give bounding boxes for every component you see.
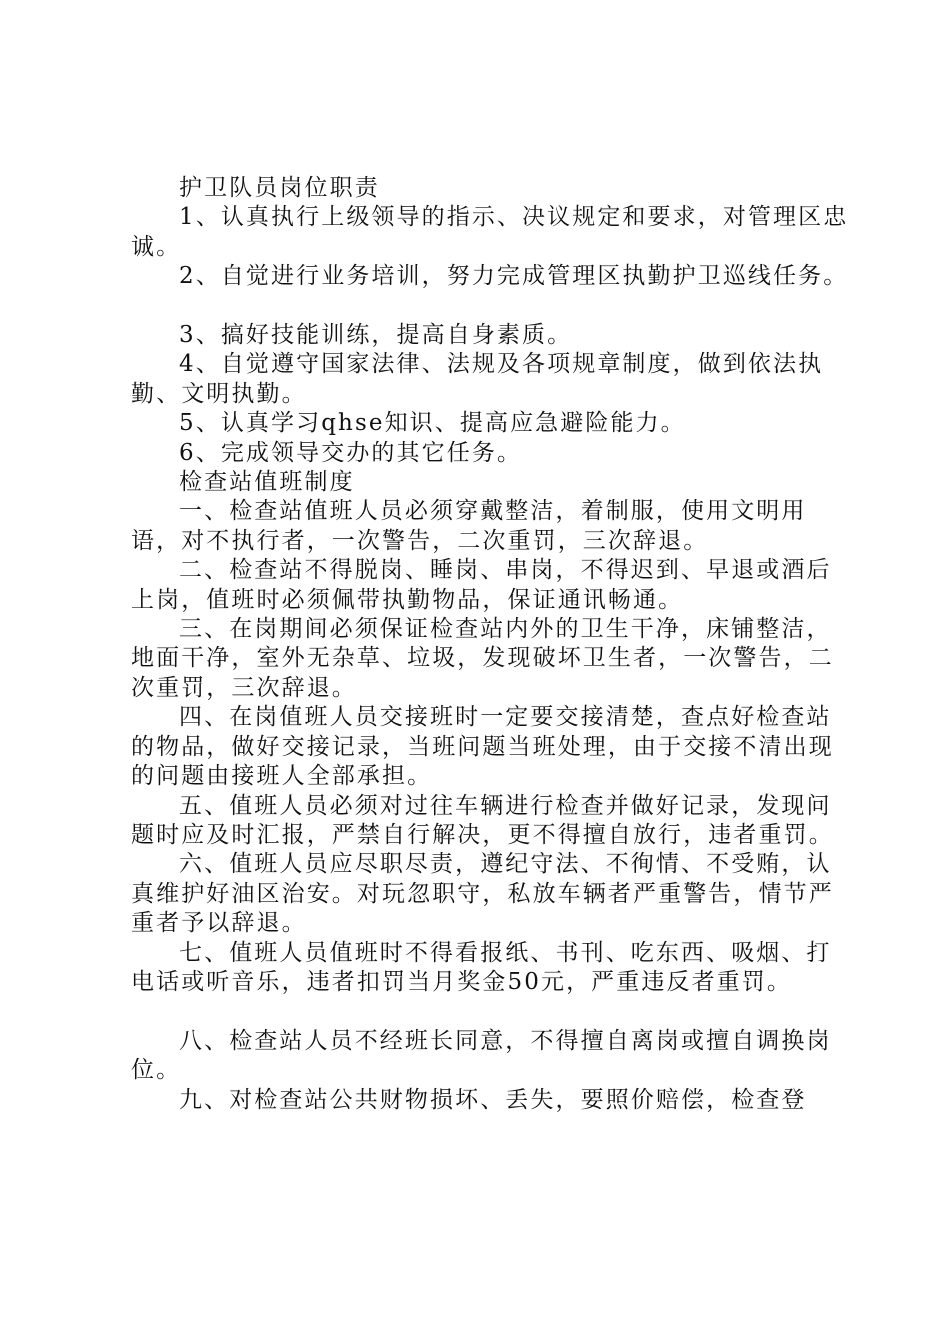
paragraph-rule-3: 三、在岗期间必须保证检查站内外的卫生干净，床铺整洁，地面干净，室外无杂草、垃圾，发现破坏卫生者，一次警告，二次重罚，三次辞退。 — [131, 616, 834, 701]
paragraph-rule-7: 七、值班人员值班时不得看报纸、书刊、吃东西、吸烟、打电话或听音乐，违者扣罚当月奖金50元，严重违反者重罚。 — [131, 939, 832, 995]
paragraph-rule-1: 一、检查站值班人员必须穿戴整洁，着制服，使用文明用语，对不执行者，一次警告，二次重罚，三次辞退。 — [131, 498, 807, 554]
paragraph-duty-4: 4、自觉遵守国家法律、法规及各项规章制度，做到依法执勤、文明执勤。 — [131, 351, 824, 407]
section-title-guard-duties: 护卫队员岗位职责 — [179, 175, 380, 201]
paragraph-rule-6: 六、值班人员应尽职尽责，遵纪守法、不徇情、不受贿，认真维护好油区治安。对玩忽职守，私放车辆者严重警告，情节严重者予以辞退。 — [131, 851, 834, 937]
paragraph-rule-2: 二、检查站不得脱岗、睡岗、串岗，不得迟到、早退或酒后上岗，值班时必须佩带执勤物品，保证通讯畅通。 — [131, 557, 832, 613]
section-title-checkpoint-rules: 检查站值班制度 — [179, 469, 355, 496]
paragraph-duty-2: 2、自觉进行业务培训，努力完成管理区执勤护卫巡线任务。 — [179, 263, 849, 290]
paragraph-rule-4: 四、在岗值班人员交接班时一定要交接清楚，查点好检查站的物品，做好交接记录，当班问题当班处理，由于交接不清出现的问题由接班人全部承担。 — [131, 704, 834, 790]
paragraph-duty-3: 3、搞好技能训练，提高自身素质。 — [179, 322, 573, 349]
paragraph-duty-1: 1、认真执行上级领导的指示、决议规定和要求，对管理区忠诚。 — [131, 204, 849, 260]
paragraph-duty-5: 5、认真学习qhse知识、提高应急避险能力。 — [179, 410, 686, 437]
paragraph-rule-8: 八、检查站人员不经班长同意，不得擅自离岗或擅自调换岗位。 — [131, 1027, 832, 1084]
paragraph-rule-5: 五、值班人员必须对过往车辆进行检查并做好记录，发现问题时应及时汇报，严禁自行解决，更不得擅自放行，违者重罚。 — [131, 792, 834, 848]
paragraph-duty-6: 6、完成领导交办的其它任务。 — [179, 439, 523, 466]
document-body — [131, 174, 851, 1115]
paragraph-rule-9: 九、对检查站公共财物损坏、丢失，要照价赔偿，检查登 — [179, 1086, 807, 1113]
